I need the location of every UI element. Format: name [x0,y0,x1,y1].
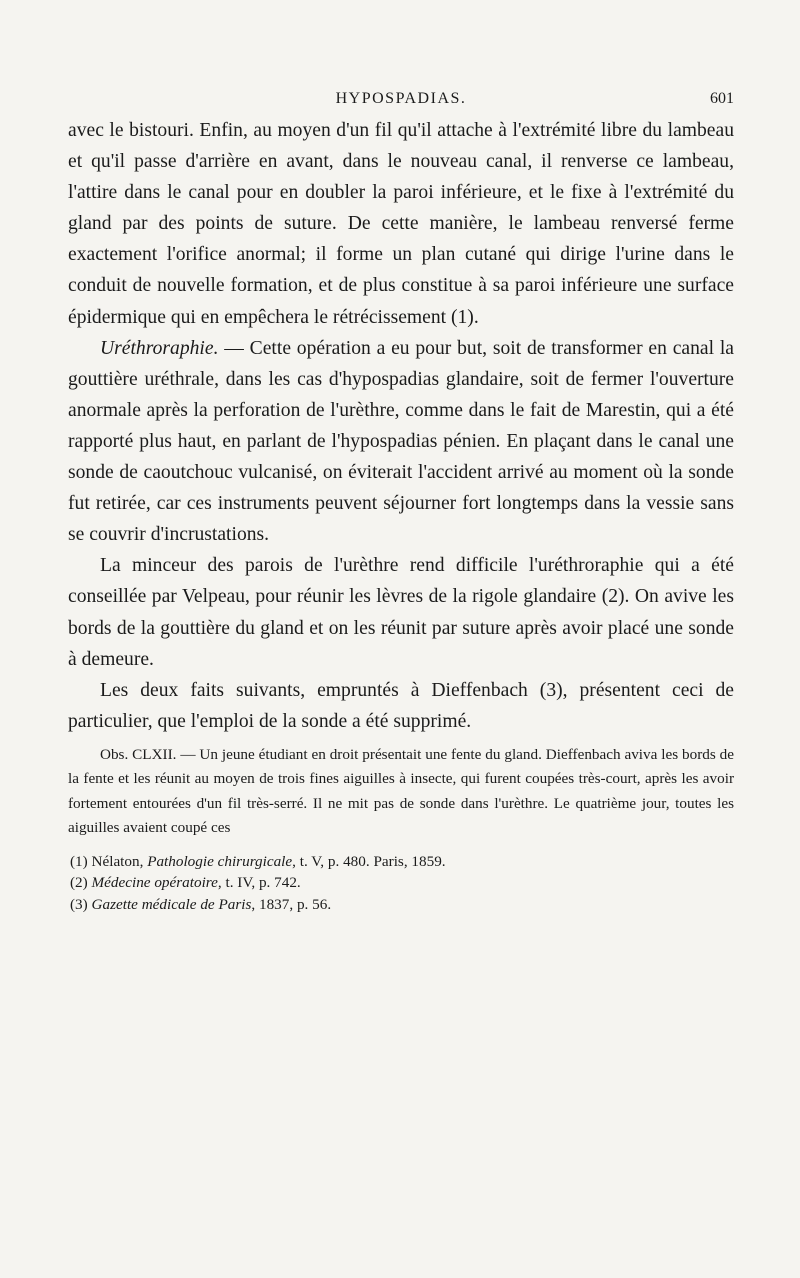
footnote-author: Nélaton, [91,852,148,870]
footnote-title: Pathologie chirurgicale [147,852,293,870]
footnote-marker: (2) [70,874,88,892]
paragraph-4 [68,675,734,737]
footnote-marker: (1) [70,852,88,870]
paragraph-text: La minceur des parois de l'urèthre rend difficile l'uréthroraphie qui a été conseillée par Velpeau, pour réunir les lèvres de la rigole glandaire (2). On avive les bords de la gouttière du gland et on les réunit par suture après avoir placé une sonde à demeure. [68,555,734,670]
footnote-rest: , t. IV, p. 742. [217,874,301,892]
paragraph-text: Les deux faits suivants, empruntés à Dieffenbach (3), présentent ceci de particulier, que l'emploi de la sonde a été supprimé. [68,679,734,732]
footnote-rest: , 1837, p. 56. [251,895,332,913]
footnote-1 [68,851,734,873]
paragraph-3 [68,550,734,674]
page-header [68,88,734,110]
paragraph-text: — Cette opération a eu pour but, soit de transformer en canal la gouttière uréthrale, dans les cas d'hypospadias glandaire, soit de fermer l'ouverture anormale après la perforation de l'urèthre, comme dans le fait de Marestin, qui a été rapporté plus haut, en parlant de l'hypospadias pénien. En plaçant dans le canal une sonde de caoutchouc vulcanisé, on éviterait l'accident arrivé au moment où la sonde fut retirée, car ces instruments peuvent séjourner fort longtemps dans la vessie sans se couvrir d'incrustations. [68,337,734,546]
footnote-3 [68,894,734,916]
footnote-rest: , t. V, p. 480. Paris, 1859. [292,852,446,870]
section-lead: Uréthroraphie. [100,337,219,359]
observation-text: Obs. CLXII. — Un jeune étudiant en droit présentait une fente du gland. Dieffenbach aviva les bords de la fente et les réunit au moyen de trois fines aiguilles à insecte, qui furent coupées très-court, après les avoir fortement entourées d'un fil très-serré. Il ne mit pas de sonde dans l'urèthre. Le quatrième jour, toutes les aiguilles avaient coupé ces [68,745,734,837]
footnote-title: Gazette médicale de Paris [91,895,252,913]
running-title: HYPOSPADIAS. [335,90,467,107]
paragraph-2 [68,333,734,551]
page-number: 601 [710,90,734,107]
paragraph-1 [68,115,734,333]
observation-paragraph [68,743,734,841]
page-body [68,115,734,915]
footnotes [68,851,734,916]
footnote-marker: (3) [70,895,88,913]
paragraph-text: avec le bistouri. Enfin, au moyen d'un fil qu'il attache à l'extrémité libre du lambeau et qu'il passe d'arrière en avant, dans le nouveau canal, il renverse ce lambeau, l'attire dans le canal pour en doubler la paroi inférieure, et le fixe à l'extrémité du gland par des points de suture. De cette manière, le lambeau renversé ferme exactement l'orifice anormal; il forme un plan cutané qui dirige l'urine dans le conduit de nouvelle formation, et de plus constitue à sa paroi inférieure une surface épidermique qui en empêchera le rétrécissement (1). [68,120,734,328]
footnote-2 [68,872,734,894]
footnote-title: Médecine opératoire [91,874,218,892]
